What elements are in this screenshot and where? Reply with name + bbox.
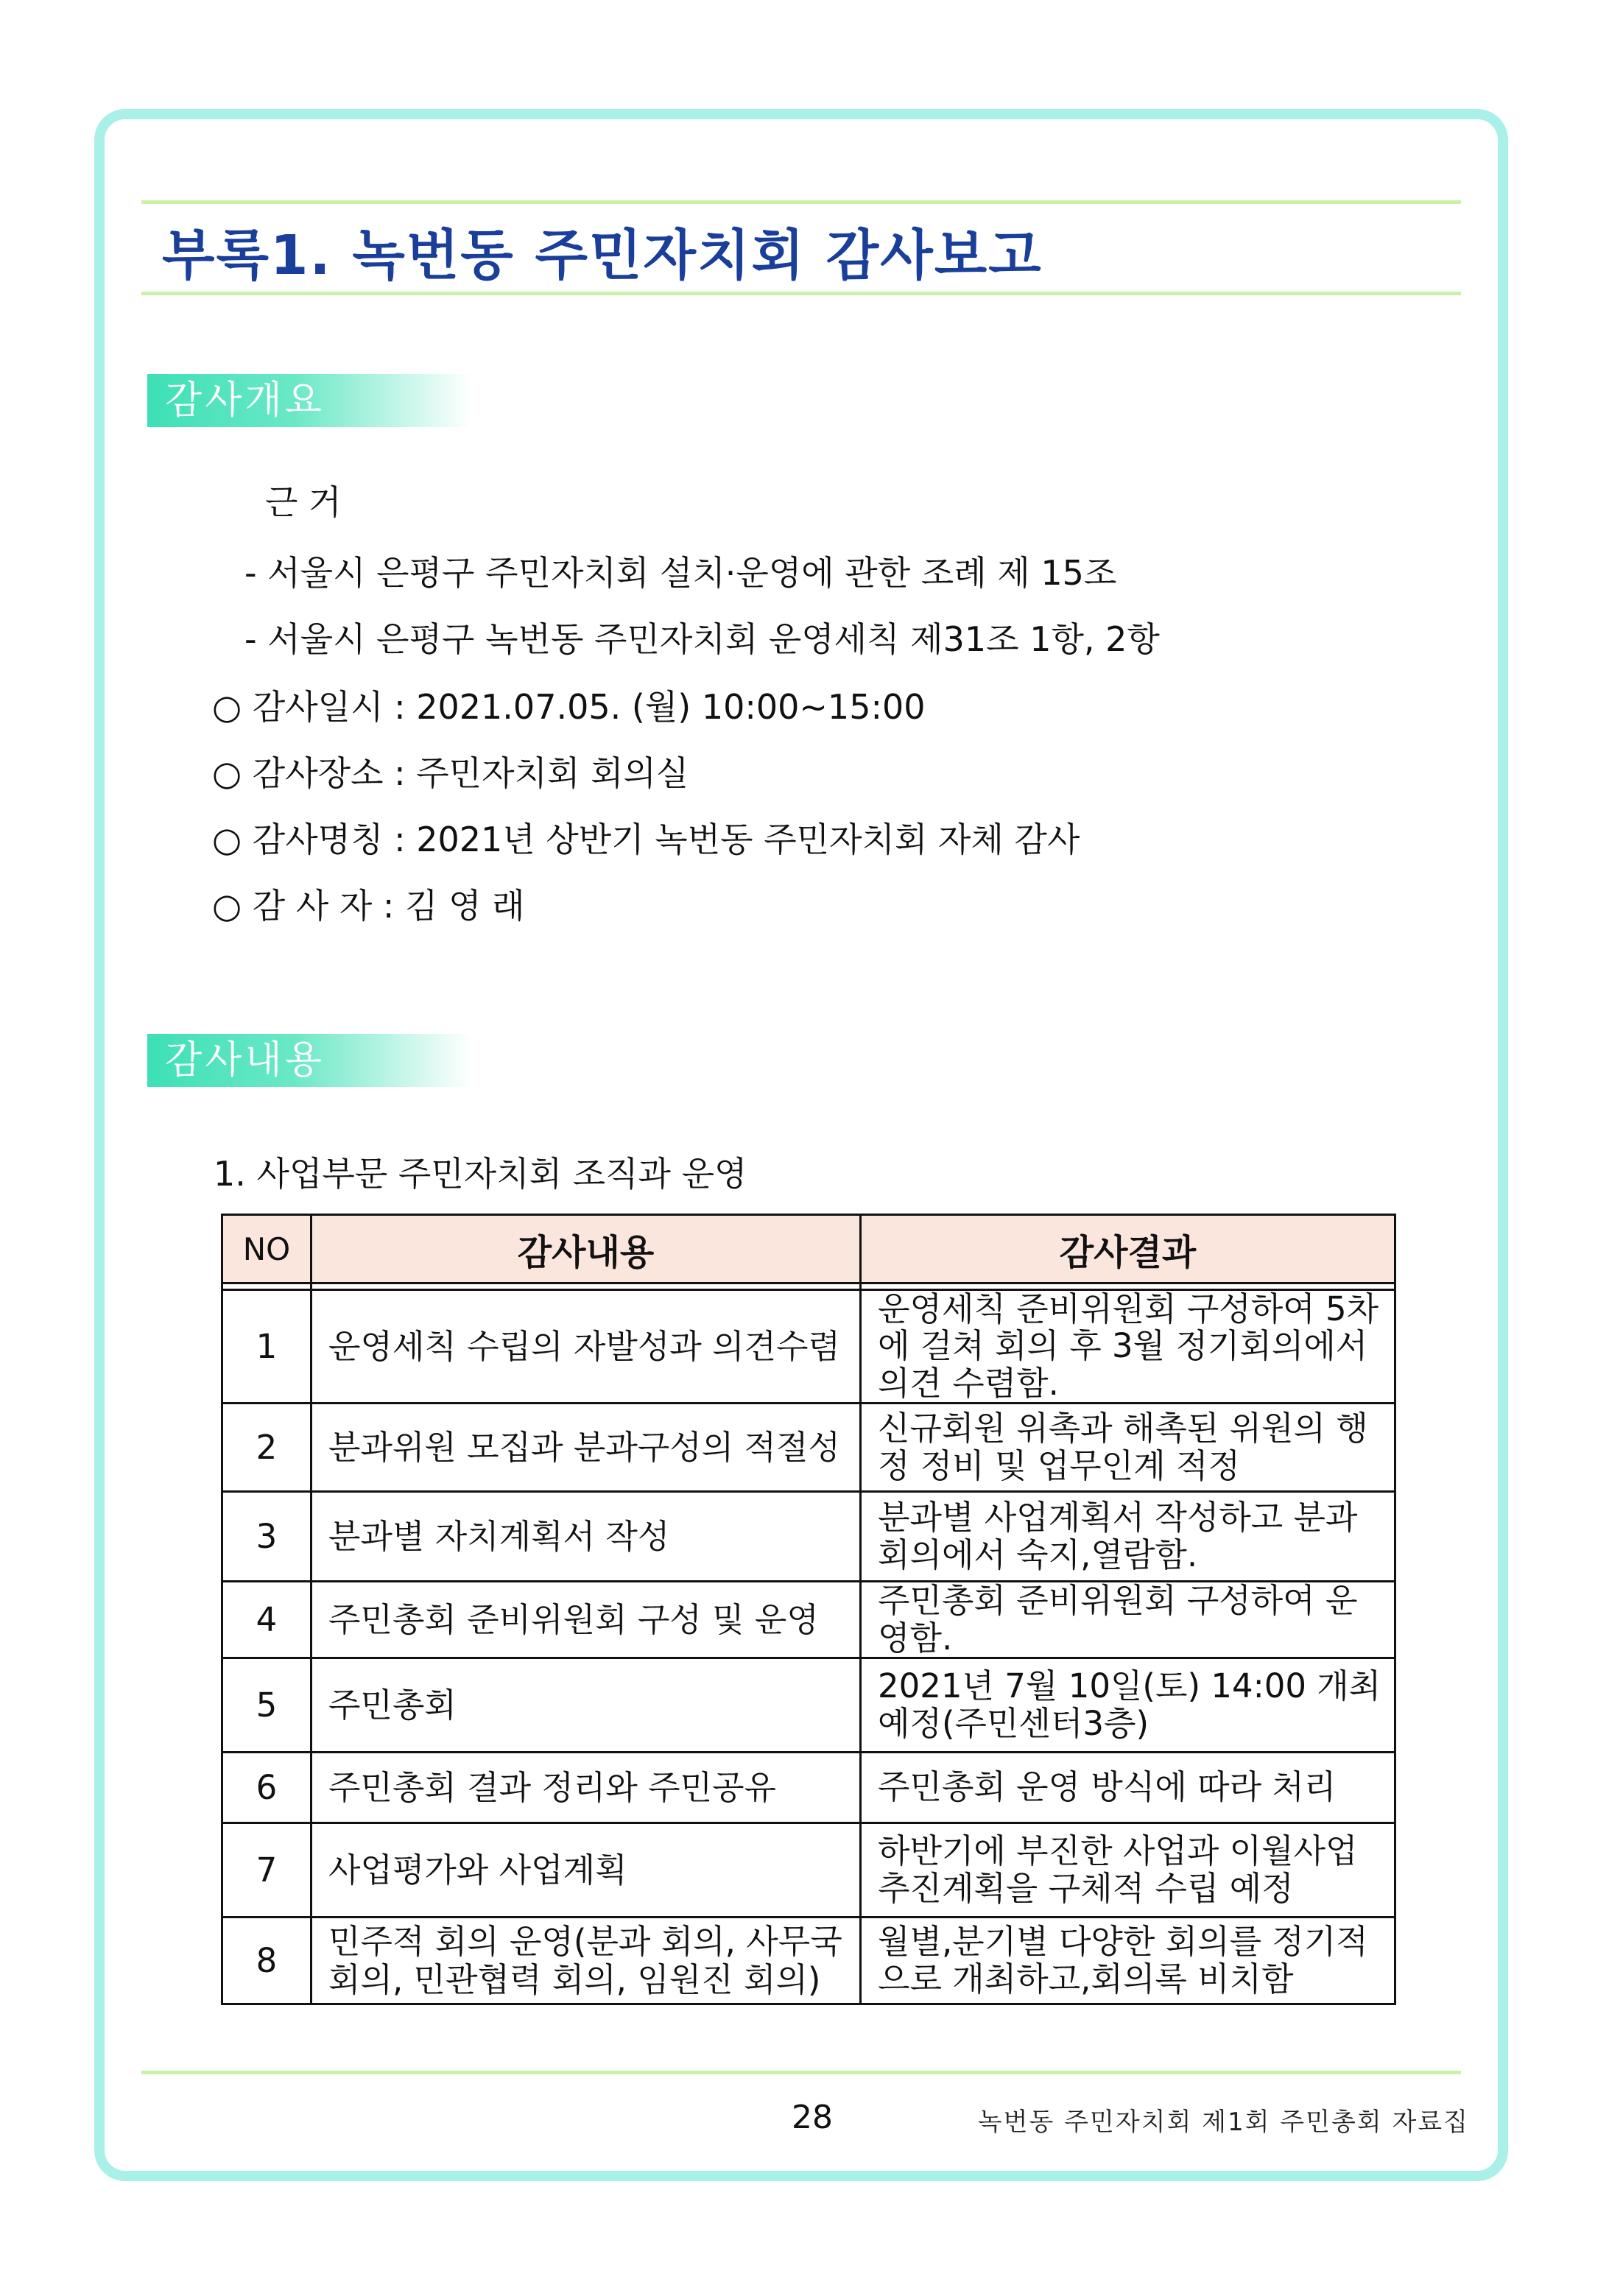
table-header-row — [222, 1215, 1395, 1283]
section-tag-overview: 감사개요 — [147, 374, 471, 427]
row-no: 1 — [222, 1290, 311, 1404]
footer-rule — [141, 2071, 1461, 2074]
basis-item-2: - 서울시 은평구 녹번동 주민자치회 운영세칙 제31조 1항, 2항 — [244, 619, 1160, 659]
basis-heading: 근 거 — [265, 482, 342, 522]
table-row — [222, 1404, 1395, 1492]
table-row — [222, 1918, 1395, 2004]
header-result: 감사결과 — [861, 1215, 1395, 1283]
page-title: 부록1. 녹번동 주민자치회 감사보고 — [162, 224, 1043, 287]
row-no: 3 — [222, 1492, 311, 1582]
section-tag-contents: 감사내용 — [147, 1034, 471, 1087]
audit-table — [221, 1214, 1396, 2005]
row-no: 8 — [222, 1918, 311, 2004]
row-content: 분과별 자치계획서 작성 — [311, 1492, 861, 1582]
row-content: 운영세칙 수립의 자발성과 의견수렴 — [311, 1290, 861, 1404]
audit-date: ○ 감사일시 : 2021.07.05. (월) 10:00~15:00 — [212, 687, 926, 727]
title-bottom-rule — [141, 292, 1461, 295]
row-result: 신규회원 위촉과 해촉된 위원의 행정 정비 및 업무인계 적정 — [861, 1404, 1395, 1492]
title-top-rule — [141, 200, 1461, 204]
row-content: 사업평가와 사업계획 — [311, 1823, 861, 1918]
row-no: 2 — [222, 1404, 311, 1492]
page-number: 28 — [792, 2099, 833, 2136]
row-result: 분과별 사업계획서 작성하고 분과회의에서 숙지,열람함. — [861, 1492, 1395, 1582]
contents-subheading: 1. 사업부문 주민자치회 조직과 운영 — [214, 1154, 747, 1194]
row-no: 4 — [222, 1582, 311, 1658]
row-result: 운영세칙 준비위원회 구성하여 5차에 걸쳐 회의 후 3월 정기회의에서 의견 수렴함. — [861, 1290, 1395, 1404]
row-content: 주민총회 결과 정리와 주민공유 — [311, 1753, 861, 1823]
row-result: 월별,분기별 다양한 회의를 정기적으로 개최하고,회의록 비치함 — [861, 1918, 1395, 2004]
header-content: 감사내용 — [311, 1215, 861, 1283]
audit-place: ○ 감사장소 : 주민자치회 회의실 — [212, 753, 689, 793]
table-row — [222, 1658, 1395, 1753]
row-content: 주민총회 — [311, 1658, 861, 1753]
row-result: 주민총회 운영 방식에 따라 처리 — [861, 1753, 1395, 1823]
table-row — [222, 1753, 1395, 1823]
table-row — [222, 1492, 1395, 1582]
row-no: 7 — [222, 1823, 311, 1918]
header-no: NO — [222, 1215, 311, 1283]
footer-title: 녹번동 주민자치회 제1회 주민총회 자료집 — [977, 2107, 1469, 2137]
auditor: ○ 감 사 자 : 김 영 래 — [212, 886, 525, 926]
table-row — [222, 1290, 1395, 1404]
audit-name: ○ 감사명칭 : 2021년 상반기 녹번동 주민자치회 자체 감사 — [212, 820, 1080, 859]
row-no: 5 — [222, 1658, 311, 1753]
row-no: 6 — [222, 1753, 311, 1823]
row-content: 주민총회 준비위원회 구성 및 운영 — [311, 1582, 861, 1658]
table-row — [222, 1582, 1395, 1658]
basis-item-1: - 서울시 은평구 주민자치회 설치·운영에 관한 조례 제 15조 — [244, 553, 1117, 593]
row-result: 2021년 7월 10일(토) 14:00 개최예정(주민센터3층) — [861, 1658, 1395, 1753]
row-content: 민주적 회의 운영(분과 회의, 사무국 회의, 민관협력 회의, 임원진 회의) — [311, 1918, 861, 2004]
row-result: 주민총회 준비위원회 구성하여 운영함. — [861, 1582, 1395, 1658]
table-row — [222, 1823, 1395, 1918]
row-content: 분과위원 모집과 분과구성의 적절성 — [311, 1404, 861, 1492]
row-result: 하반기에 부진한 사업과 이월사업 추진계획을 구체적 수립 예정 — [861, 1823, 1395, 1918]
